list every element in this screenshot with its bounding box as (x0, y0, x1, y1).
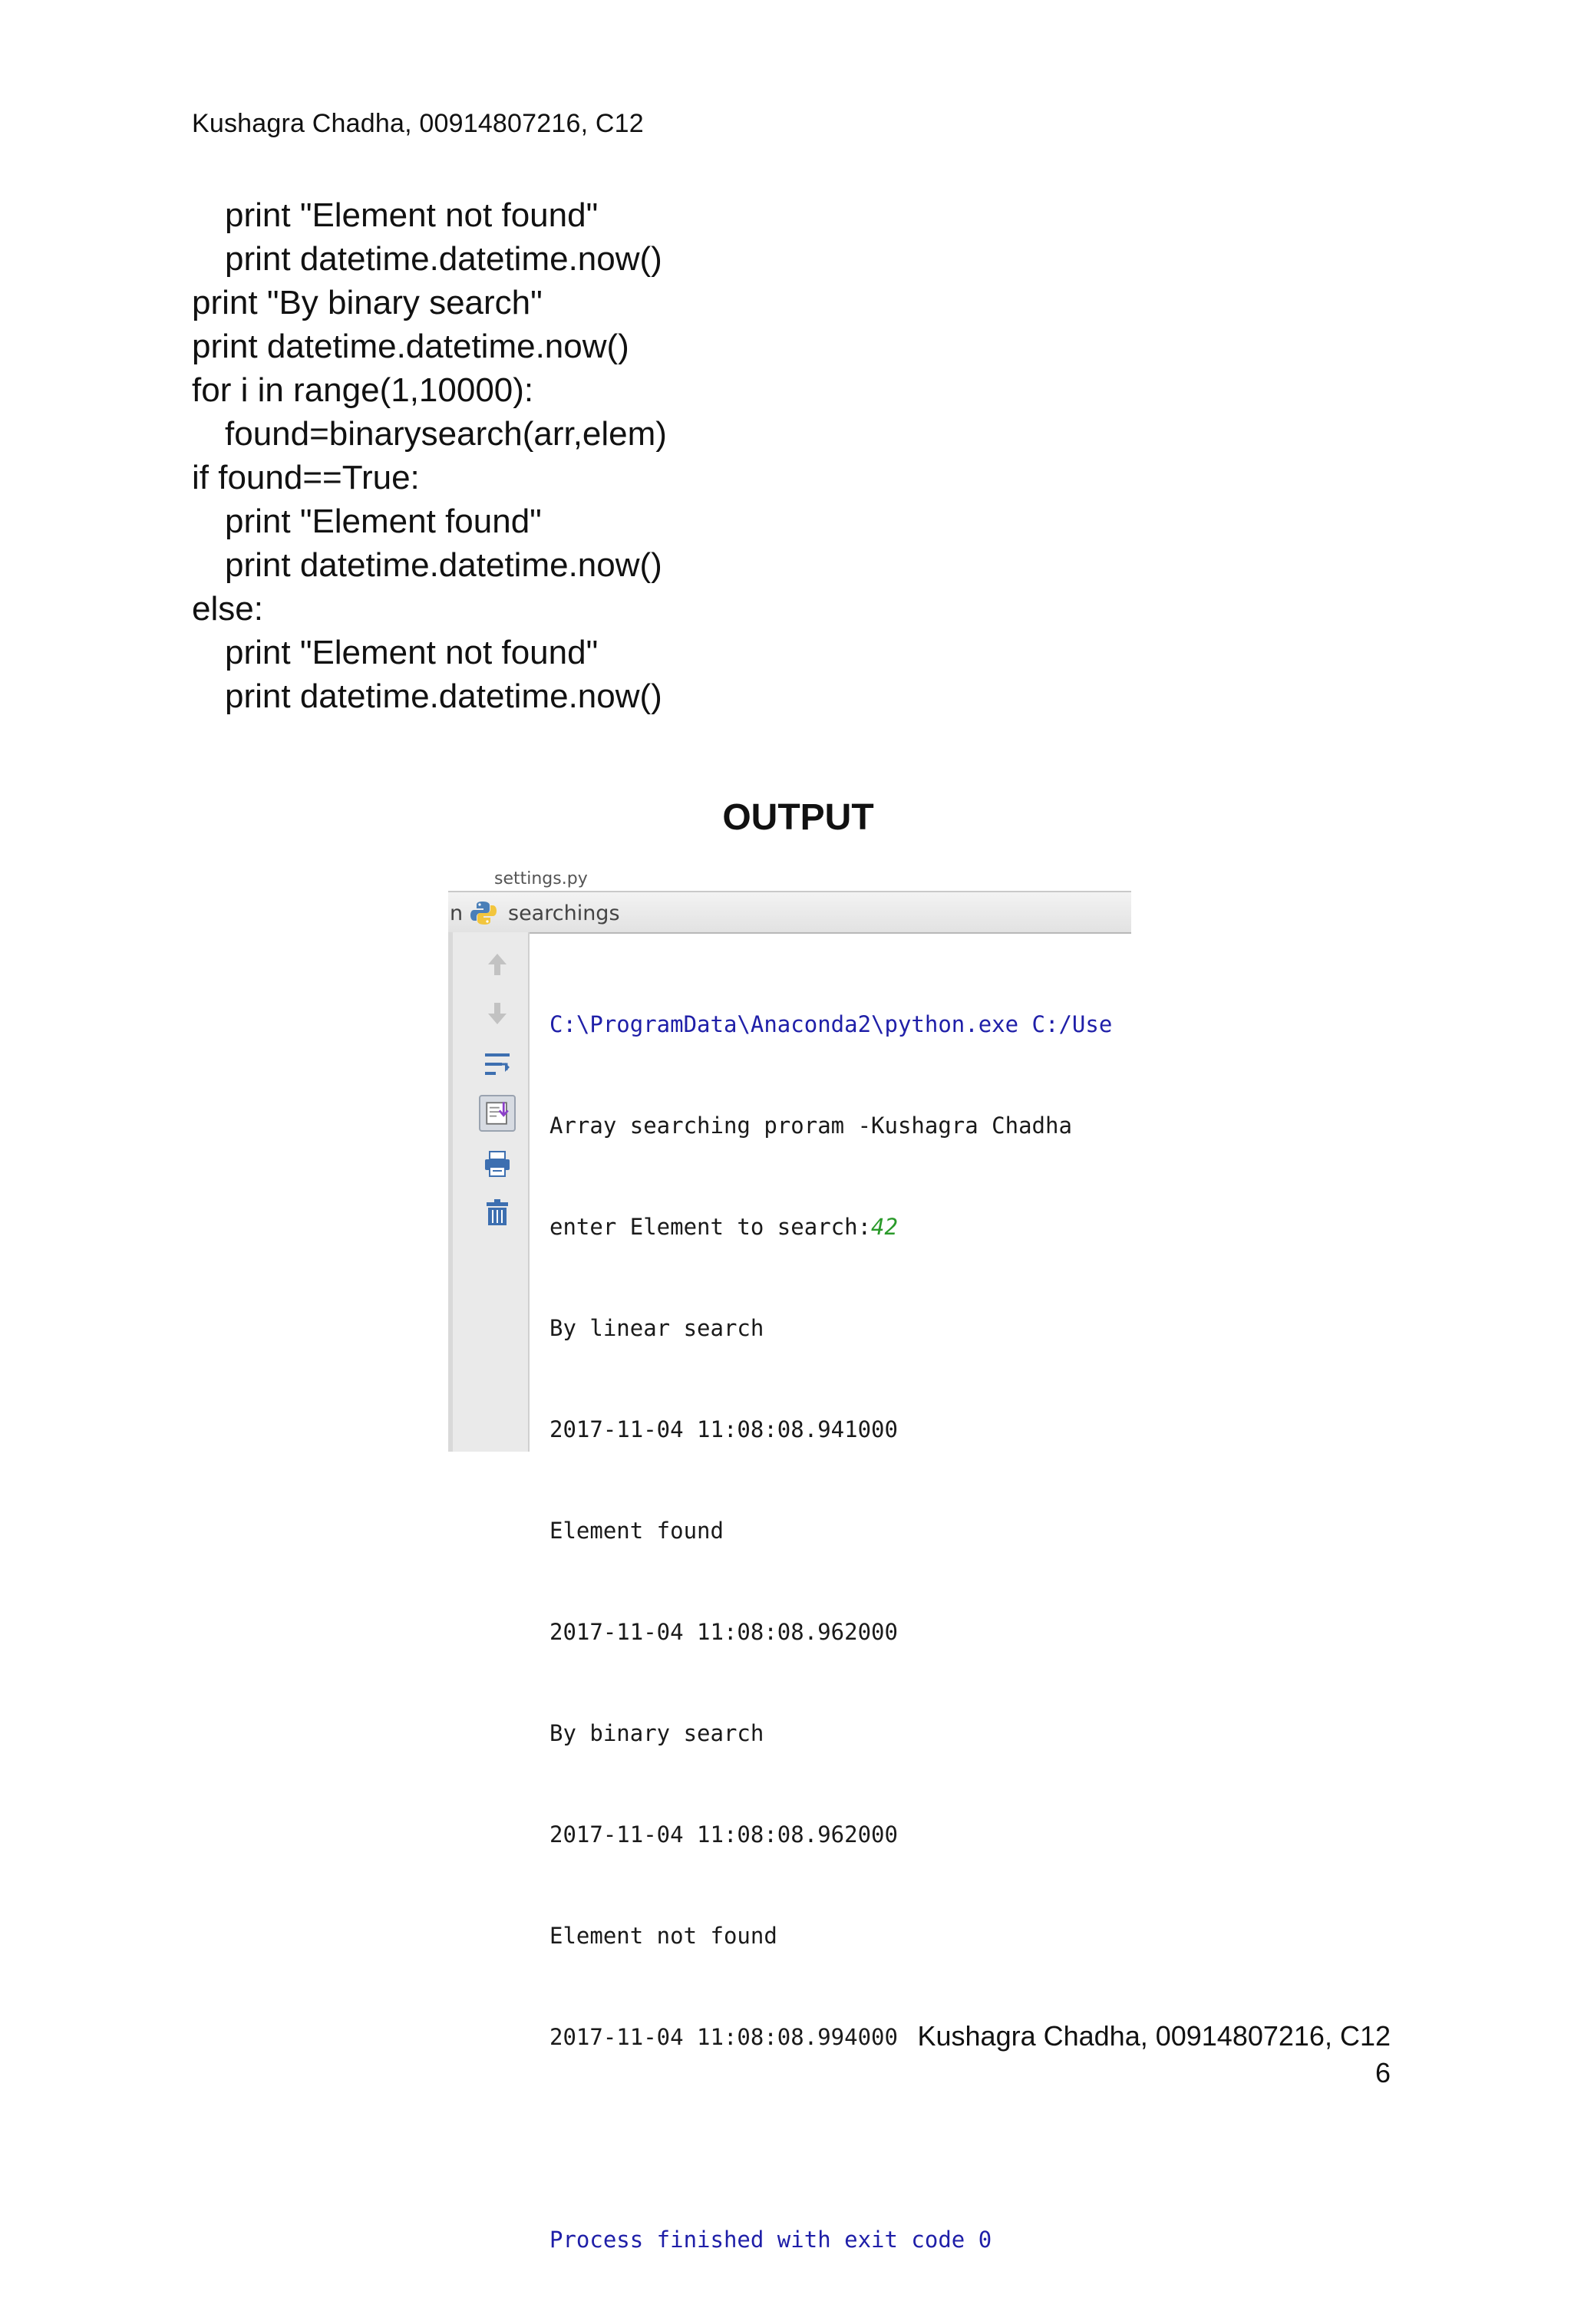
code-block (192, 193, 667, 718)
console-tab-bar (448, 891, 1131, 934)
code-line: print "By binary search" (192, 284, 543, 321)
page-footer (918, 2018, 1391, 2092)
binary-search-line: By binary search (549, 1720, 764, 1746)
soft-wrap-icon[interactable] (479, 1046, 516, 1083)
blank-line (549, 2121, 1112, 2155)
python-path-line: C:\ProgramData\Anaconda2\python.exe C:/Use (549, 1011, 1113, 1037)
code-line: for i in range(1,10000): (192, 371, 534, 409)
linear-search-line: By linear search (549, 1315, 764, 1341)
timestamp-line: 2017-11-04 11:08:08.962000 (549, 1821, 898, 1848)
scroll-to-end-icon[interactable] (479, 1095, 516, 1132)
console-output (549, 940, 1112, 2324)
timestamp-line: 2017-11-04 11:08:08.941000 (549, 1416, 898, 1442)
code-line: print "Element not found" (225, 634, 599, 671)
element-found-line: Element found (549, 1518, 724, 1544)
console-screenshot (448, 869, 1131, 2253)
input-prompt-line (549, 1210, 1112, 1244)
code-line: print datetime.datetime.now() (225, 546, 662, 584)
console-top-strip (448, 869, 1131, 891)
code-line: print datetime.datetime.now() (225, 240, 662, 278)
cropped-file-label: settings.py (494, 869, 588, 888)
footer-author: Kushagra Chadha, 00914807216, C12 (917, 2020, 1391, 2052)
timestamp-line: 2017-11-04 11:08:08.994000 (549, 2024, 898, 2050)
element-not-found-line: Element not found (549, 1923, 777, 1949)
page-number: 6 (1374, 2057, 1391, 2088)
code-line: found=binarysearch(arr,elem) (225, 415, 667, 453)
input-prompt: enter Element to search: (549, 1214, 872, 1240)
code-line: else: (192, 590, 263, 628)
tab-title[interactable]: searchings (508, 902, 620, 925)
timestamp-line: 2017-11-04 11:08:08.962000 (549, 1619, 898, 1645)
tab-prefix: n (450, 902, 464, 925)
print-icon[interactable] (479, 1146, 516, 1182)
code-line: print datetime.datetime.now() (192, 328, 629, 365)
up-arrow-icon[interactable] (479, 946, 516, 983)
process-finished-line: Process finished with exit code 0 (549, 2227, 992, 2253)
code-line: print "Element found" (225, 503, 542, 540)
code-line: if found==True: (192, 459, 420, 496)
output-heading: OUTPUT (722, 797, 874, 838)
program-title-line: Array searching proram -Kushagra Chadha (549, 1113, 1072, 1139)
page-header: Kushagra Chadha, 00914807216, C12 (192, 109, 644, 138)
code-line: print "Element not found" (225, 196, 599, 234)
trash-icon[interactable] (479, 1195, 516, 1231)
left-edge-strip (448, 932, 453, 1452)
input-value: 42 (871, 1214, 898, 1240)
down-arrow-icon[interactable] (479, 995, 516, 1032)
code-line: print datetime.datetime.now() (225, 677, 662, 715)
python-icon (470, 900, 497, 926)
